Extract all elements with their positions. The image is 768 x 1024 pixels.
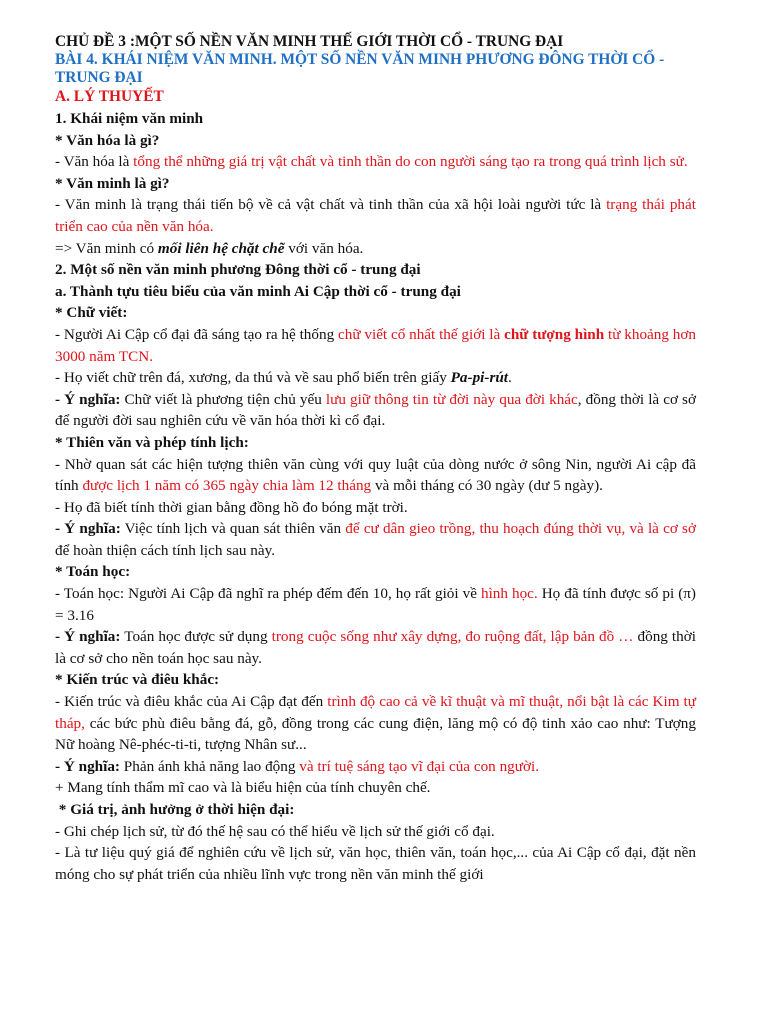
paragraph-civilization [55,194,696,237]
paragraph-culture [55,151,696,173]
paragraph-architecture-1 [55,691,696,756]
highlight-text: để cư dân gieo trồng, thu hoạch đúng thời vụ, và là cơ sở [345,520,696,538]
meaning-label: - Ý nghĩa: [55,628,121,646]
heading-eastern-civilizations: 2. Một số nền văn minh phương Đông thời cổ - trung đại [55,261,421,279]
paragraph-astronomy-1 [55,454,696,497]
paragraph-writing-2 [55,367,696,389]
highlight-text: trạng thái phát triển cao của nền văn hóa. [55,196,696,235]
text-span: Phản ánh khả năng lao động [119,757,300,775]
section-a-heading: A. LÝ THUYẾT [55,88,164,105]
text-span: các bức phù điêu bằng đá, gỗ, đồng trong các cung điện, lăng mộ có độ tinh xảo cao như: Tượng Nữ hoàng Nê-phéc-ti-ti, tượng Nhân sư... [55,714,696,754]
lesson-title: BÀI 4. KHÁI NIỆM VĂN MINH. MỘT SỐ NỀN VĂN MINH PHƯƠNG ĐÔNG THỜI CỔ - TRUNG ĐẠI [55,51,665,86]
text-span: Việc tính lịch và quan sát thiên văn [120,520,346,538]
highlight-text: lưu giữ thông tin từ đời này qua đời khác [325,390,578,408]
paragraph-math-meaning [55,626,696,669]
text-span: - Họ viết chữ trên đá, xương, da thú và về sau phổ biến trên giấy [55,369,451,387]
text-span: Họ đã tính được số pi (π) = 3.16 [55,585,696,624]
text-span: đồng thời là cơ sở cho nền toán học sau này. [55,628,696,667]
paragraph-math-1 [55,583,696,626]
topic-title: CHỦ ĐỀ 3 :MỘT SỐ NỀN VĂN MINH THẾ GIỚI THỜI CỔ - TRUNG ĐẠI [55,33,564,50]
paragraph-value-1: - Ghi chép lịch sử, từ đó thế hệ sau có thể hiểu về lịch sử thế giới cổ đại. [55,822,495,840]
subheading-architecture: * Kiến trúc và điêu khắc: [55,671,220,689]
meaning-label: - Ý nghĩa: [55,757,120,775]
subheading-writing: * Chữ viết: [55,304,128,322]
text-span: để hoàn thiện cách tính lịch sau này. [55,541,276,559]
highlight-text: tổng thể những giá trị vật chất và tinh thần do con người sáng tạo ra trong quá trình lịch sử. [133,153,688,171]
highlight-text: được lịch 1 năm có 365 ngày chia làm 12 tháng [82,477,372,495]
text-span: Toán học được sử dụng [120,628,272,646]
paragraph-astronomy-2: - Họ đã biết tính thời gian bằng đồng hồ đo bóng mặt trời. [55,498,408,516]
emphasis-text: mối liên hệ chặt chẽ [157,239,285,257]
heading-egypt-achievements: a. Thành tựu tiêu biểu của văn minh Ai Cập thời cổ - trung đại [55,282,461,300]
heading-civilization-concept: 1. Khái niệm văn minh [55,110,204,127]
paragraph-relation [55,238,696,260]
highlight-text: chữ viết cổ nhất thế giới là [338,325,505,343]
paragraph-astronomy-meaning [55,518,696,561]
highlight-text: trình độ cao cả về kĩ thuật và mĩ thuật, nổi bật là các Kim tự tháp, [55,693,697,732]
highlight-bold-text: chữ tượng hình [504,325,605,343]
emphasis-text: Pa-pi-rút [450,369,509,387]
text-span: , đồng thời là cơ sở để người đời sau nghiên cứu về văn hóa thời kì cổ đại. [55,390,696,430]
highlight-text: từ khoảng hơn 3000 năm TCN. [55,325,696,365]
text-span: - Nhờ quan sát các hiện tượng thiên văn cùng với quy luật của dòng nước ở sông Nin, người Ai cập đã tính [55,455,696,495]
question-culture: * Văn hóa là gì? [55,131,160,149]
paragraph-architecture-2: + Mang tính thẩm mĩ cao và là biểu hiện của tính chuyên chế. [55,779,431,797]
paragraph-writing-1 [55,324,696,367]
text-span: - Văn minh là trạng thái tiến bộ về cả vật chất và tinh thần của xã hội loài người tức là [55,196,607,214]
text-span: và mỗi tháng có 30 ngày (dư 5 ngày). [371,477,603,495]
highlight-text: và trí tuệ sáng tạo vĩ đại của con người. [299,757,540,775]
question-civilization: * Văn minh là gì? [55,174,170,192]
paragraph-architecture-meaning [55,756,696,778]
meaning-label: - Ý nghĩa: [55,390,121,408]
text-span: với văn hóa. [284,239,364,257]
text-span: - Toán học: Người Ai Cập đã nghĩ ra phép đếm đến 10, họ rất giỏi về [55,585,481,603]
text-span: - Văn hóa là [55,153,134,171]
text-span: - Người Ai Cập cổ đại đã sáng tạo ra hệ thống [55,325,338,343]
text-span: - Kiến trúc và điêu khắc của Ai Cập đạt đến [55,693,328,711]
paragraph-value-2: - Là tư liệu quý giá để nghiên cứu về lịch sử, văn học, thiên văn, toán học,... của Ai Cập cổ đại, đặt nền móng cho sự phát triển của nhiều lĩnh vực trong nền văn minh thế giới [55,844,696,883]
text-span: => Văn minh có [55,239,158,257]
text-span: . [508,369,512,387]
subheading-math: * Toán học: [55,563,131,581]
text-span: Chữ viết là phương tiện chủ yếu [120,390,326,408]
meaning-label: - Ý nghĩa: [55,520,121,538]
subheading-modern-value: * Giá trị, ảnh hưởng ở thời hiện đại: [55,801,295,818]
subheading-astronomy: * Thiên văn và phép tính lịch: [55,433,249,451]
highlight-text: hình học. [480,585,538,603]
paragraph-writing-meaning [55,389,696,432]
highlight-text: trong cuộc sống như xây dựng, đo ruộng đất, lập bản đồ … [271,628,634,646]
